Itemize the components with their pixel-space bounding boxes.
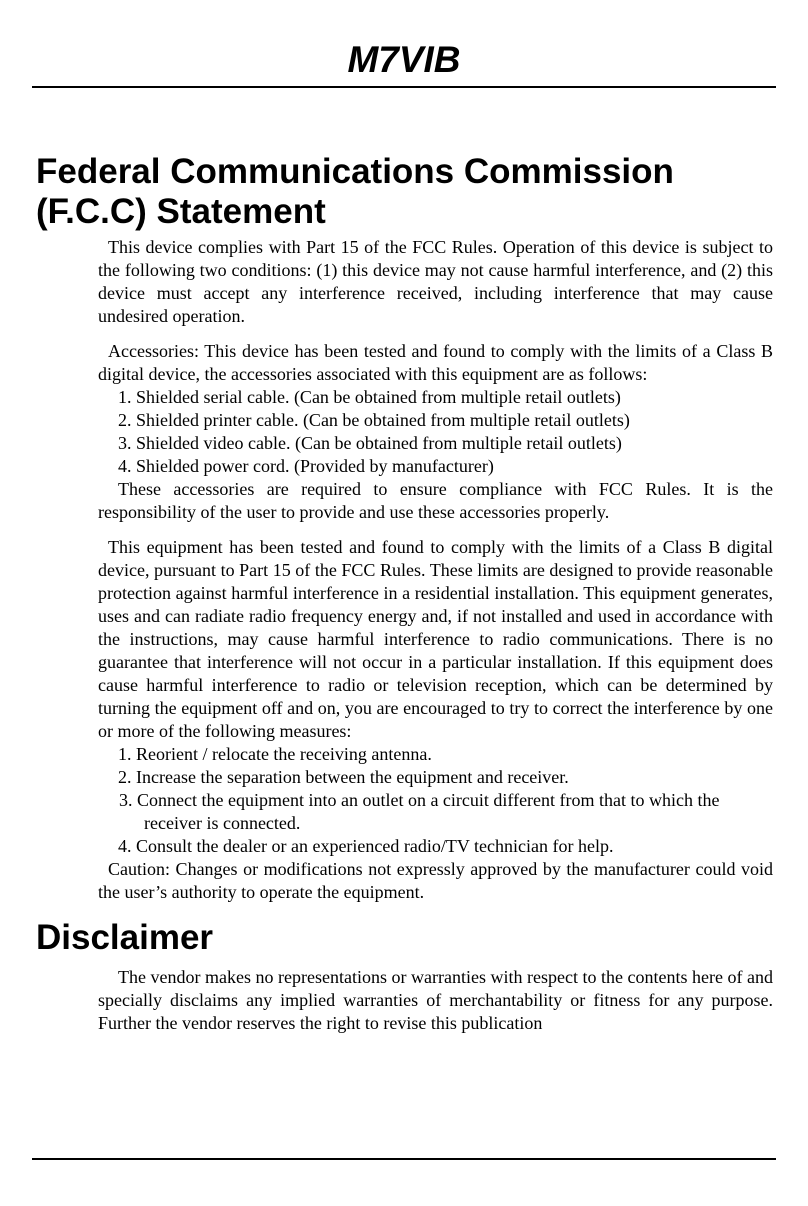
list-item: 3. Connect the equipment into an outlet on a circuit different from that to which the receiver is connected.	[119, 790, 720, 833]
fcc-heading	[36, 152, 808, 232]
fcc-heading-line1: Federal Communications Commission	[36, 152, 674, 191]
accessories-list	[98, 386, 773, 478]
list-item: 2. Increase the separation between the equipment and receiver.	[118, 767, 569, 787]
list-item: 4. Shielded power cord. (Provided by manufacturer)	[118, 456, 494, 476]
fcc-body	[98, 236, 773, 904]
list-item: 1. Shielded serial cable. (Can be obtained from multiple retail outlets)	[118, 387, 621, 407]
measures-list	[98, 743, 773, 858]
list-item: 4. Consult the dealer or an experienced radio/TV technician for help.	[118, 836, 614, 856]
list-item: 1. Reorient / relocate the receiving antenna.	[118, 744, 432, 764]
fcc-heading-line2: (F.C.C) Statement	[36, 192, 326, 231]
fcc-intro-paragraph: This device complies with Part 15 of the FCC Rules. Operation of this device is subject to the following two conditions: (1) this device may not cause harmful interference, and (2) this device must accept any interference received, including interference that may cause undesired operation.	[98, 237, 773, 326]
disclaimer-heading: Disclaimer	[36, 918, 214, 957]
caution-paragraph: Caution: Changes or modifications not expressly approved by the manufacturer could void the user’s authority to operate the equipment.	[98, 859, 773, 902]
page-content	[0, 152, 808, 1035]
equipment-paragraph: This equipment has been tested and found to comply with the limits of a Class B digital device, pursuant to Part 15 of the FCC Rules. These limits are designed to provide reasonable protection against harmful interference in a residential installation. This equipment generates, uses and can radiate radio frequency energy and, if not installed and used in accordance with the instructions, may cause harmful interference to radio communications. There is no guarantee that interference will not occur in a particular installation. If this equipment does cause harmful interference to radio or television reception, which can be determined by turning the equipment off and on, you are encouraged to try to correct the interference by one or more of the following measures:	[98, 537, 773, 741]
list-item: 2. Shielded printer cable. (Can be obtained from multiple retail outlets)	[118, 410, 630, 430]
disclaimer-paragraph: The vendor makes no representations or warranties with respect to the contents here of and specially disclaims any implied warranties of merchantability or fitness for any purpose. Further the vendor reserves the right to revise this publication	[98, 967, 773, 1033]
footer-divider	[32, 1158, 776, 1160]
accessories-intro-paragraph: Accessories: This device has been tested and found to comply with the limits of a Class B digital device, the accessories associated with this equipment are as follows:	[98, 341, 773, 384]
accessories-note-paragraph: These accessories are required to ensure compliance with FCC Rules. It is the responsibility of the user to provide and use these accessories properly.	[98, 479, 773, 522]
disclaimer-body	[98, 966, 773, 1035]
page-header-title: M7VIB	[347, 39, 461, 80]
list-item: 3. Shielded video cable. (Can be obtained from multiple retail outlets)	[118, 433, 622, 453]
header-divider	[32, 86, 776, 88]
